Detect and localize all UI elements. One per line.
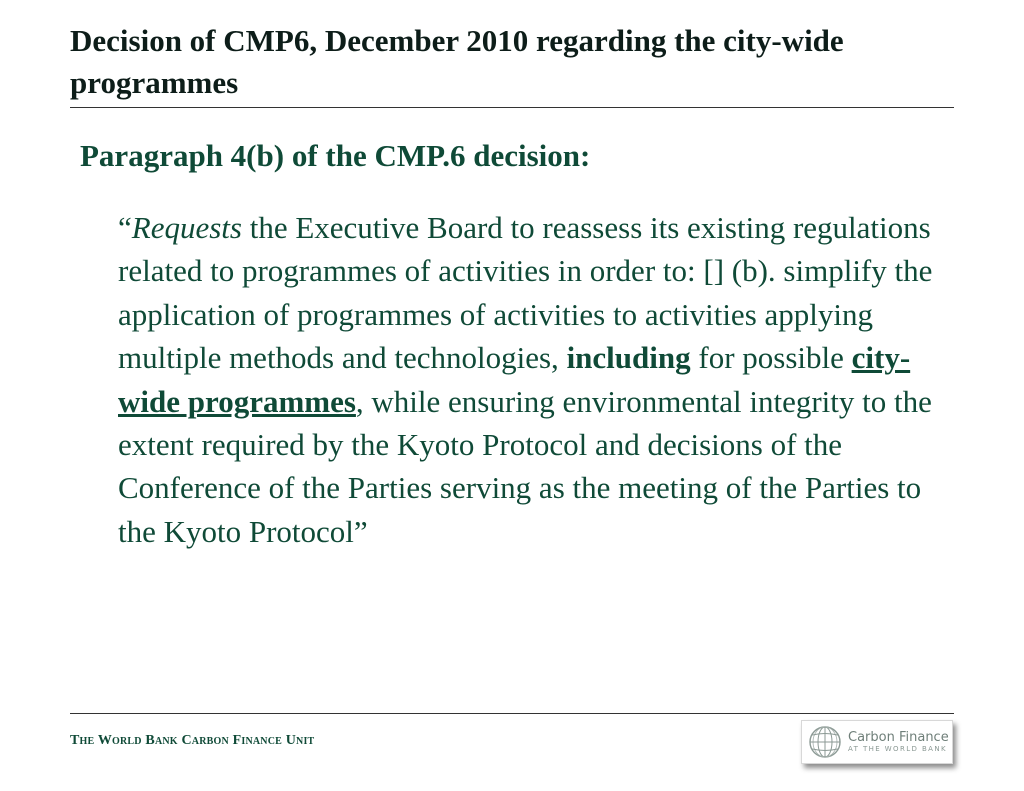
including-word: including [566,340,691,376]
open-quote-mark: “ [118,210,132,245]
logo-wordmark [848,730,949,754]
city-wide-programmes-term: city-wide programmes [118,340,911,419]
logo-sub-text: AT THE WORLD BANK [848,745,947,753]
footer-divider [70,713,954,714]
decision-quote [118,206,938,553]
requests-word: Requests [131,210,242,245]
footer-organization: The World Bank Carbon Finance Unit [70,733,315,748]
slide-title: Decision of CMP6, December 2010 regarding the city-wide programmes [70,23,844,100]
close-quote-mark: ” [353,513,368,549]
quote-text-part1: the Executive Board to reassess its existing regulations related to programmes of activities in order to: [] (b). simplify the application of programmes of activities to activities applying multiple methods and technologies, [118,210,933,376]
globe-icon [808,725,842,759]
quote-text-part3: , while ensuring environmental integrity to the extent required by the Kyoto Protocol and decisions of the Conference of the Parties serving as the meeting of the Parties to the Kyoto Protocol [118,383,932,549]
carbon-finance-logo [801,720,953,764]
logo-main-text: Carbon Finance [848,730,949,745]
paragraph-subheading: Paragraph 4(b) of the CMP.6 decision: [80,138,591,173]
quote-text-part2: for possible [690,340,852,376]
title-divider [70,107,954,108]
